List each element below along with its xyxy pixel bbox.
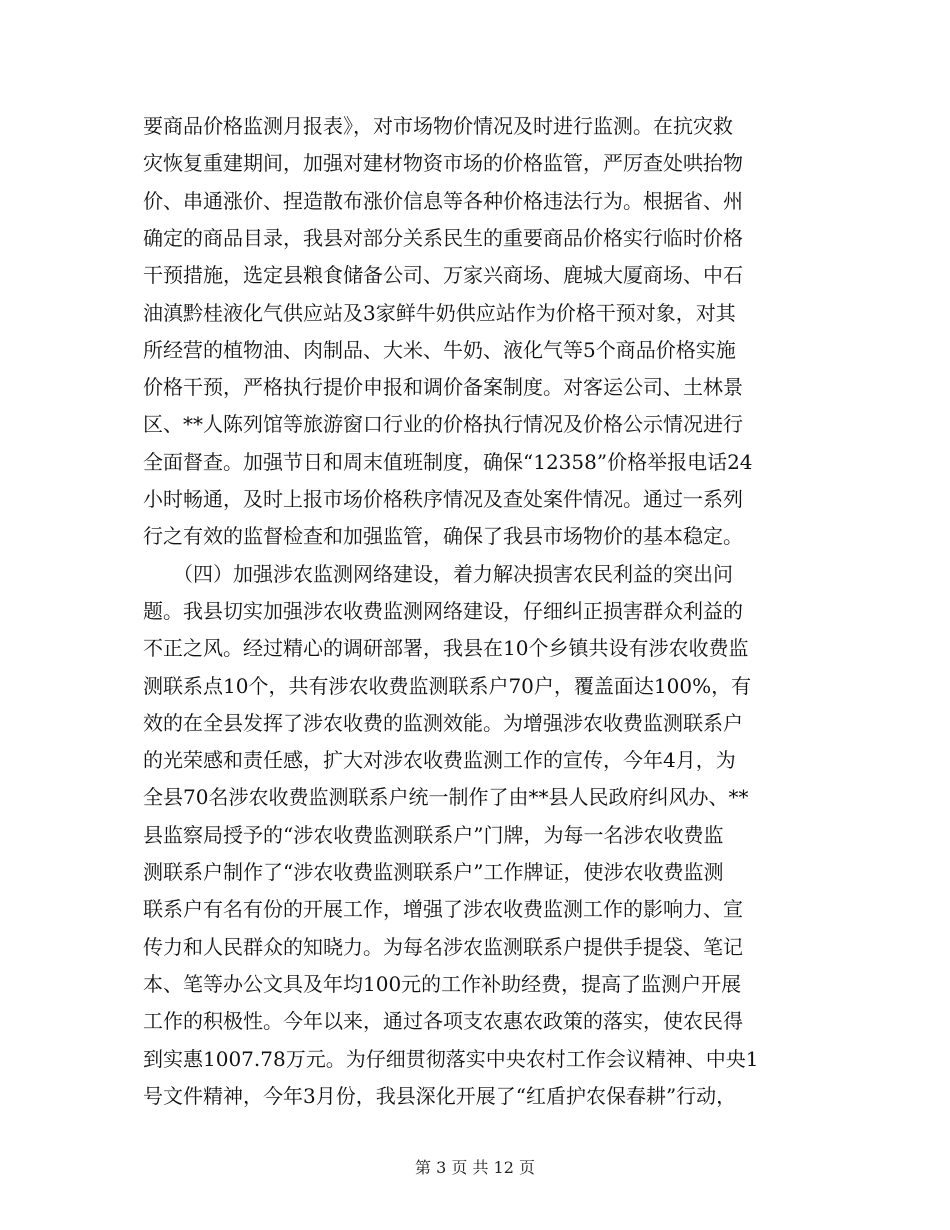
text-line: 干预措施，选定县粮食储备公司、万家兴商场、鹿城大厦商场、中石 [143, 263, 743, 288]
text-line: 小时畅通，及时上报市场价格秩序情况及查处案件情况。通过一系列 [143, 487, 743, 511]
text-line: 不正之风。经过精心的调研部署，我县在10个乡镇共设有涉农收费监 [143, 636, 749, 661]
text-line: 到实惠1007.78万元。为仔细贯彻落实中央农村工作会议精神、中央1 [143, 1046, 759, 1071]
text-line: 的光荣感和责任感，扩大对涉农收费监测工作的宣传，今年4月，为 [143, 748, 736, 773]
text-line: 测联系点10个，共有涉农收费监测联系户70户，覆盖面达100%，有 [143, 673, 752, 698]
text-line: 行之有效的监督检查和加强监管，确保了我县市场物价的基本稳定。 [143, 524, 743, 549]
text-line: 全面督查。加强节日和周末值班制度，确保“12358”价格举报电话24 [143, 449, 753, 474]
text-line: 效的在全县发挥了涉农收费的监测效能。为增强涉农收费监测联系户 [143, 710, 743, 735]
text-line: 号文件精神，今年3月份，我县深化开展了“红盾护农保春耕”行动， [143, 1083, 737, 1108]
text-line: 本、笔等办公文具及年均100元的工作补助经费，提高了监测户开展 [143, 971, 742, 996]
text-line: 测联系户制作了“涉农收费监测联系户”工作牌证，使涉农收费监测 [143, 860, 724, 884]
text-line: 灾恢复重建期间，加强对建材物资市场的价格监管，严厉查处哄抬物 [143, 151, 743, 176]
text-line: 传力和人民群众的知晓力。为每名涉农监测联系户提供手提袋、笔记 [143, 934, 743, 959]
text-line: 价、串通涨价、捏造散布涨价信息等各种价格违法行为。根据省、州 [143, 188, 743, 213]
text-line: 价格干预，严格执行提价申报和调价备案制度。对客运公司、土林景 [143, 375, 743, 400]
page-footer: 第 3 页 共 12 页 [415, 1158, 535, 1177]
text-line: 联系户有名有份的开展工作，增强了涉农收费监测工作的影响力、宣 [143, 897, 743, 922]
text-line: 区、**人陈列馆等旅游窗口行业的价格执行情况及价格公示情况进行 [143, 412, 743, 437]
text-line: 县监察局授予的“涉农收费监测联系户”门牌，为每一名涉农收费监 [143, 822, 724, 847]
text-line: （四）加强涉农监测网络建设，着力解决损害农民利益的突出问 [143, 561, 733, 586]
text-line: 油滇黔桂液化气供应站及3家鲜牛奶供应站作为价格干预对象，对其 [143, 300, 736, 325]
text-line: 要商品价格监测月报表》，对市场物价情况及时进行监测。在抗灾救 [143, 114, 733, 138]
text-line: 题。我县切实加强涉农收费监测网络建设，仔细纠正损害群众利益的 [143, 598, 743, 623]
text-line: 工作的积极性。今年以来，通过各项支农惠农政策的落实，使农民得 [143, 1009, 743, 1034]
text-line: 所经营的植物油、肉制品、大米、牛奶、液化气等5个商品价格实施 [143, 337, 736, 362]
text-line: 全县70名涉农收费监测联系户统一制作了由**县人民政府纠风办、** [143, 785, 749, 810]
text-line: 确定的商品目录，我县对部分关系民生的重要商品价格实行临时价格 [143, 225, 743, 250]
